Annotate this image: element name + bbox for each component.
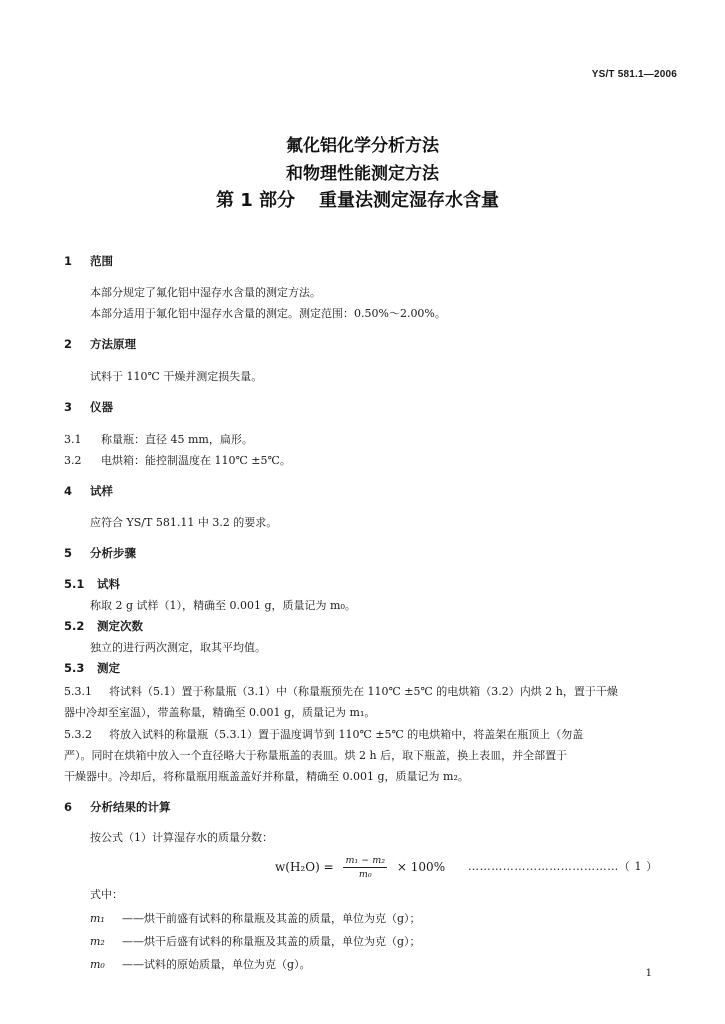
formula-rhs: × 100%	[396, 860, 446, 874]
section-5-3-1-line-1: 5.3.1 将试料（5.1）置于称量瓶（3.1）中（称量瓶预先在 110℃ ±5℃ 的电烘箱（3.2）内烘 2 h，置于干燥	[64, 685, 618, 698]
section-3-2-item: 3.2 电烘箱：能控制温度在 110℃ ±5℃。	[64, 454, 291, 467]
variable-m0: m₀ ——试料的原始质量，单位为克（g）。	[90, 958, 311, 971]
equation-number: …………………………………（ 1 ）	[468, 860, 658, 873]
section-2-para-1: 试料于 110℃ 干燥并测定损失量。	[90, 370, 263, 383]
formula-1	[275, 855, 445, 880]
formula-denominator: m₀	[358, 869, 372, 880]
section-5-3-heading: 5.3 测定	[64, 661, 120, 675]
section-1-para-1: 本部分规定了氟化铝中湿存水含量的测定方法。	[90, 286, 321, 299]
section-6-intro: 按公式（1）计算湿存水的质量分数：	[90, 831, 273, 844]
section-5-2-text: 独立的进行两次测定，取其平均值。	[90, 641, 266, 654]
section-5-3-1-line-2: 器中冷却至室温），带盖称量，精确至 0.001 g，质量记为 m₁。	[64, 706, 376, 719]
standard-number: YS/T 581.1—2006	[591, 69, 677, 80]
section-5-3-2-line-3: 干燥器中。冷却后，将称量瓶用瓶盖盖好并称量，精确至 0.001 g，质量记为 m₂。	[64, 770, 469, 783]
page-number: 1	[645, 968, 652, 979]
section-3-1-item: 3.1 称量瓶：直径 45 mm，扁形。	[64, 433, 253, 446]
section-2-heading: 2 方法原理	[64, 337, 136, 351]
section-4-heading: 4 试样	[64, 484, 113, 498]
section-5-heading: 5 分析步骤	[64, 546, 136, 560]
section-5-2-heading: 5.2 测定次数	[64, 619, 143, 633]
formula-lhs: w(H₂O) =	[275, 860, 334, 874]
section-3-heading: 3 仪器	[64, 400, 113, 414]
section-5-3-2-line-1: 5.3.2 将放入试料的称量瓶（5.3.1）置于温度调节到 110℃ ±5℃ 的电烘箱中，将盖架在瓶顶上（勿盖	[64, 728, 584, 741]
section-6-heading: 6 分析结果的计算	[64, 800, 171, 814]
variable-m1: m₁ ——烘干前盛有试料的称量瓶及其盖的质量，单位为克（g）；	[90, 912, 421, 925]
section-5-1-text: 称取 2 g 试样（1），精确至 0.001 g，质量记为 m₀。	[90, 599, 356, 612]
title-part-name: 重量法测定湿存水含量	[319, 190, 500, 211]
formula-numerator: m₁ − m₂	[345, 855, 386, 866]
section-5-1-heading: 5.1 试料	[64, 577, 120, 591]
title-line-2: 和物理性能测定方法	[286, 164, 439, 184]
formula-fraction	[343, 855, 387, 880]
section-4-para-1: 应符合 YS/T 581.11 中 3.2 的要求。	[90, 516, 278, 529]
title-part: 第 1 部分	[215, 190, 296, 211]
title-line-3	[0, 186, 720, 212]
title-line-1: 氟化铝化学分析方法	[286, 136, 439, 156]
section-1-para-2: 本部分适用于氟化铝中湿存水含量的测定。测定范围：0.50%～2.00%。	[90, 307, 446, 320]
variable-m2: m₂ ——烘干后盛有试料的称量瓶及其盖的质量，单位为克（g）；	[90, 935, 421, 948]
section-5-3-2-line-2: 严）。同时在烘箱中放入一个直径略大于称量瓶盖的表皿。烘 2 h 后，取下瓶盖，换上表皿，并全部置于	[64, 749, 568, 762]
where-label: 式中：	[90, 888, 123, 901]
section-1-heading: 1 范围	[64, 254, 113, 268]
